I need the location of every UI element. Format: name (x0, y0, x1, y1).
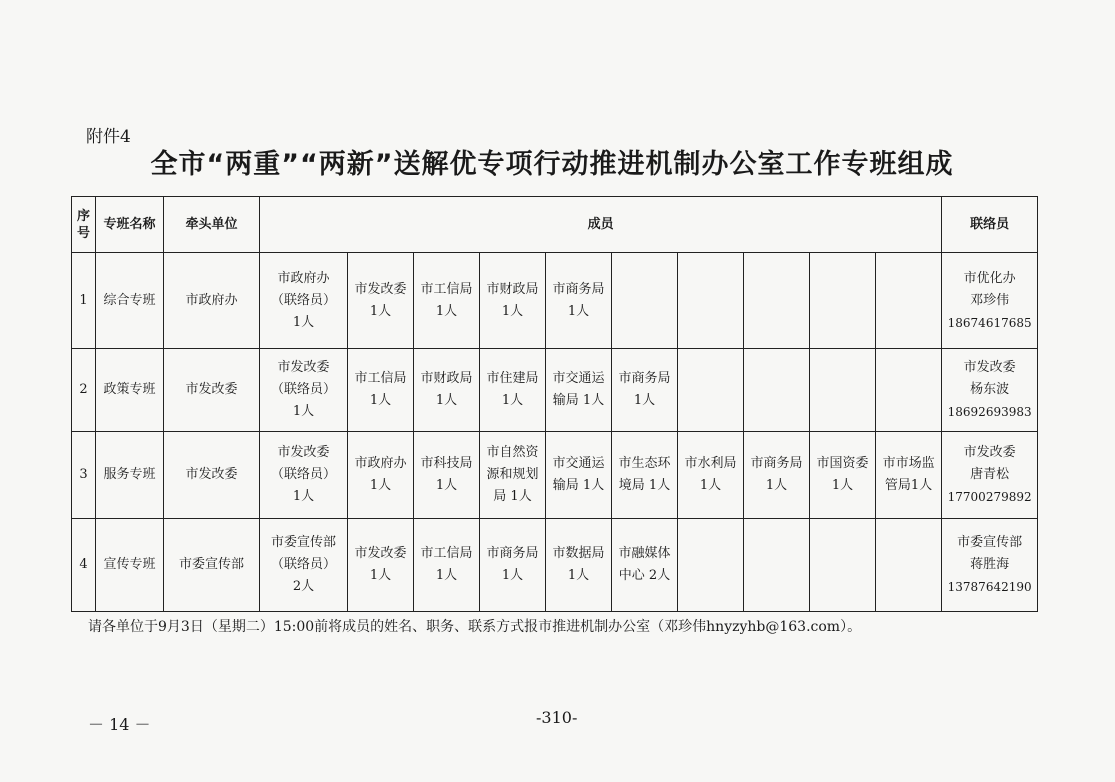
member-text: 市发改委 1人 (354, 546, 407, 583)
member-cell (810, 349, 876, 432)
task-force-name: 政策专班 (96, 349, 164, 432)
contact-unit: 市发改委 (963, 445, 1016, 460)
member-cell (480, 432, 546, 519)
contact-phone: 17700279892 (947, 490, 1032, 504)
member-cell (348, 253, 414, 349)
member-text: 市水利局 1人 (684, 456, 737, 493)
member-cell (612, 432, 678, 519)
member-cell (414, 253, 480, 349)
member-cell (744, 432, 810, 519)
member-text: 市发改委 （联络员） 1人 (270, 445, 336, 504)
page-number-left: － 14 － (88, 715, 151, 734)
contact-unit: 市委宣传部 (957, 535, 1023, 550)
member-cell (810, 519, 876, 612)
member-cell (876, 432, 942, 519)
member-cell (810, 253, 876, 349)
member-cell (678, 253, 744, 349)
row-number: 3 (72, 432, 96, 519)
member-cell (480, 253, 546, 349)
member-cell (678, 519, 744, 612)
task-force-name: 宣传专班 (96, 519, 164, 612)
table-row (72, 253, 1038, 349)
member-cell (546, 519, 612, 612)
contact-person: 唐青松 (970, 467, 1010, 482)
header-contact: 联络员 (942, 197, 1038, 253)
attachment-label: 附件4 (86, 127, 131, 147)
task-force-name: 服务专班 (96, 432, 164, 519)
contact-person: 蒋胜海 (970, 557, 1010, 572)
member-cell (810, 432, 876, 519)
contact-cell (942, 432, 1038, 519)
table-header-row (72, 197, 1038, 253)
member-cell (260, 253, 348, 349)
member-cell (260, 519, 348, 612)
member-cell (414, 432, 480, 519)
member-cell (546, 432, 612, 519)
member-text: 市财政局 1人 (486, 281, 539, 319)
table-row (72, 349, 1038, 432)
member-text: 市交通运 输局 1人 (552, 371, 605, 408)
member-cell (612, 349, 678, 432)
member-cell (260, 349, 348, 432)
member-text: 市发改委 （联络员） 1人 (270, 360, 336, 419)
lead-unit: 市发改委 (164, 349, 260, 432)
member-text: 市科技局 1人 (420, 456, 473, 493)
member-cell (348, 519, 414, 612)
member-text: 市国资委 1人 (816, 456, 869, 493)
member-text: 市商务局 1人 (618, 371, 671, 408)
table-row (72, 432, 1038, 519)
member-cell (260, 432, 348, 519)
member-text: 市政府办 （联络员） 1人 (270, 270, 336, 330)
member-text: 市工信局 1人 (420, 546, 473, 583)
member-cell (876, 349, 942, 432)
member-cell (414, 519, 480, 612)
member-text: 市工信局 1人 (354, 371, 407, 408)
member-text: 市商务局 1人 (486, 546, 539, 583)
member-cell (678, 432, 744, 519)
table-row (72, 519, 1038, 612)
member-cell (612, 253, 678, 349)
header-name: 专班名称 (96, 197, 164, 253)
header-members: 成员 (260, 197, 942, 253)
page-number-center: -310- (536, 708, 578, 727)
contact-cell (942, 349, 1038, 432)
member-text: 市发改委 1人 (354, 281, 407, 319)
contact-person: 杨东波 (970, 382, 1010, 397)
header-lead: 牵头单位 (164, 197, 260, 253)
contact-cell (942, 519, 1038, 612)
contact-unit: 市发改委 (963, 360, 1016, 375)
member-text: 市自然资 源和规划 局 1人 (486, 445, 539, 504)
member-text: 市数据局 1人 (552, 546, 605, 583)
member-text: 市市场监 管局1人 (882, 456, 935, 493)
lead-unit: 市委宣传部 (164, 519, 260, 612)
member-cell (876, 253, 942, 349)
member-text: 市住建局 1人 (486, 371, 539, 408)
member-cell (612, 519, 678, 612)
document-title: 全市“两重”“两新”送解优专项行动推进机制办公室工作专班组成 (150, 149, 954, 180)
member-cell (744, 349, 810, 432)
member-cell (876, 519, 942, 612)
footnote: 请各单位于9月3日（星期二）15:00前将成员的姓名、职务、联系方式报市推进机制办公室（邓珍伟hnyzyhb@163.com）。 (88, 619, 862, 635)
member-cell (744, 253, 810, 349)
member-text: 市融媒体 中心 2人 (618, 546, 671, 583)
member-cell (744, 519, 810, 612)
member-cell (414, 349, 480, 432)
contact-phone: 18692693983 (947, 405, 1032, 419)
row-number: 1 (72, 253, 96, 349)
lead-unit: 市政府办 (164, 253, 260, 349)
member-cell (546, 253, 612, 349)
row-number: 2 (72, 349, 96, 432)
member-text: 市交通运 输局 1人 (552, 456, 605, 493)
member-cell (348, 432, 414, 519)
member-text: 市工信局 1人 (420, 281, 473, 319)
header-no: 序 号 (72, 197, 96, 253)
member-cell (546, 349, 612, 432)
member-text: 市政府办 1人 (354, 456, 407, 493)
lead-unit: 市发改委 (164, 432, 260, 519)
member-cell (480, 519, 546, 612)
task-force-table (71, 196, 1038, 612)
member-text: 市商务局 1人 (750, 456, 803, 493)
task-force-name: 综合专班 (96, 253, 164, 349)
contact-cell (942, 253, 1038, 349)
row-number: 4 (72, 519, 96, 612)
member-text: 市财政局 1人 (420, 371, 473, 408)
member-text: 市委宣传部 （联络员） 2人 (270, 535, 336, 594)
member-text: 市生态环 境局 1人 (618, 456, 671, 493)
contact-person: 邓珍伟 (970, 292, 1010, 308)
member-cell (480, 349, 546, 432)
contact-phone: 18674617685 (947, 315, 1032, 330)
member-cell (678, 349, 744, 432)
member-text: 市商务局 1人 (552, 281, 605, 319)
member-cell (348, 349, 414, 432)
contact-phone: 13787642190 (947, 580, 1032, 594)
contact-unit: 市优化办 (963, 270, 1016, 286)
